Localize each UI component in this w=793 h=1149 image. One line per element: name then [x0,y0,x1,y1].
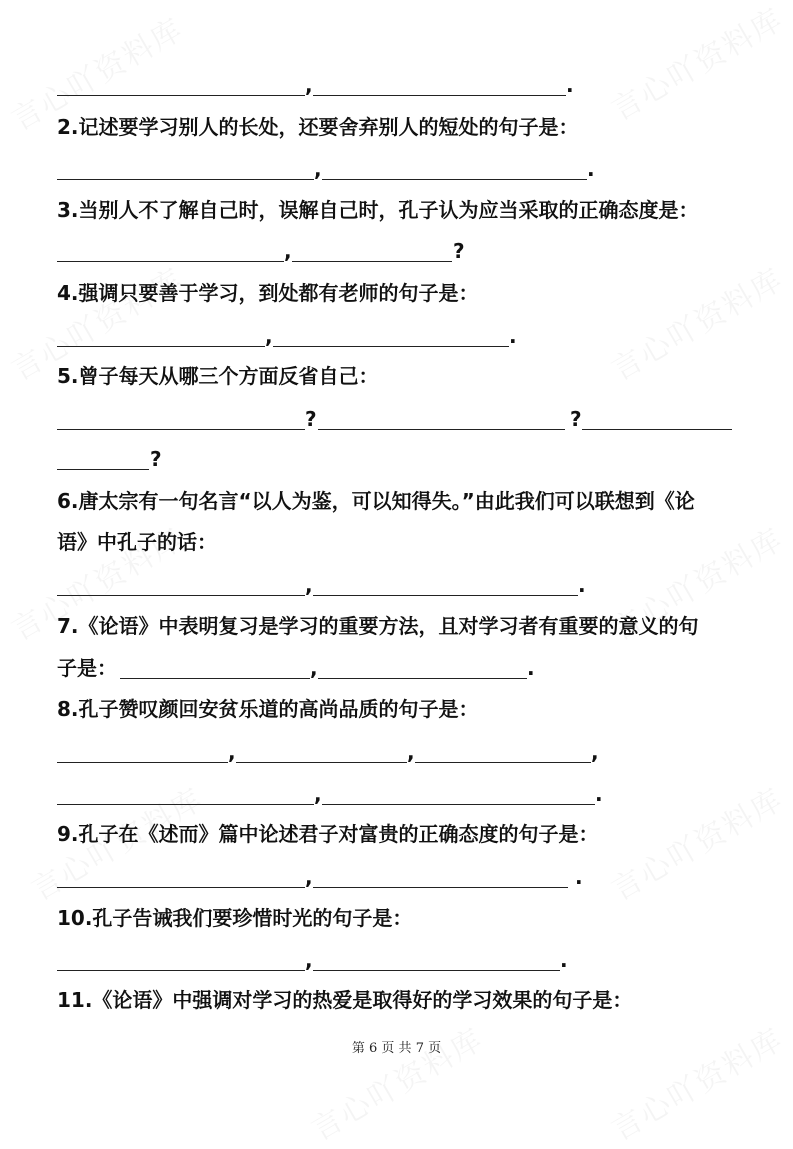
answer-line [0,740,793,764]
answer-line [0,239,793,263]
answer-blank[interactable] [313,948,560,971]
question-11: 11.《论语》中强调对学习的热爱是取得好的学习效果的句子是： [57,988,633,1012]
comma: , [305,948,313,972]
answer-blank[interactable] [415,740,591,763]
answer-blank[interactable] [292,239,452,262]
answer-blank[interactable] [57,407,305,430]
answer-line [0,447,793,471]
comma: , [314,782,322,806]
answer-line [0,407,793,431]
question-5: 5.曾子每天从哪三个方面反省自己： [57,364,379,388]
comma: , [310,656,318,680]
watermark [302,1015,490,1149]
answer-line [0,324,793,348]
comma: , [305,73,313,97]
answer-blank[interactable] [57,948,305,971]
question-4: 4.强调只要善于学习，到处都有老师的句子是： [57,281,479,305]
answer-blank[interactable] [57,740,228,763]
comma: , [265,324,273,348]
comma: , [228,740,236,764]
page-footer: 第 6 页 共 7 页 [351,1041,442,1056]
answer-blank[interactable] [57,573,305,596]
answer-line [0,948,793,972]
period: . [595,782,603,806]
comma: , [305,865,313,889]
answer-blank[interactable] [322,782,595,805]
question-10: 10.孔子告诫我们要珍惜时光的句子是： [57,906,413,930]
question-mark: ? [570,407,582,431]
period: . [509,324,517,348]
answer-line [0,157,793,181]
answer-blank[interactable] [57,324,265,347]
comma: , [407,740,415,764]
question-6-line2: 语》中孔子的话： [57,530,217,554]
comma: , [314,157,322,181]
period: . [560,948,568,972]
period: . [566,73,574,97]
answer-blank[interactable] [57,239,284,262]
question-mark: ? [453,239,465,263]
question-8: 8.孔子赞叹颜回安贫乐道的高尚品质的句子是： [57,697,479,721]
answer-blank[interactable] [57,157,314,180]
answer-line [0,782,793,806]
answer-blank[interactable] [120,656,310,679]
answer-blank[interactable] [318,656,527,679]
answer-blank[interactable] [57,447,149,470]
period: . [527,656,535,680]
answer-line [0,865,793,889]
answer-blank[interactable] [322,157,587,180]
answer-blank[interactable] [313,73,566,96]
comma: , [591,740,599,764]
watermark [602,1015,790,1149]
answer-blank[interactable] [273,324,509,347]
period: . [587,157,595,181]
answer-line [0,73,793,97]
comma: , [284,239,292,263]
answer-blank[interactable] [318,407,565,430]
question-6-line1: 6.唐太宗有一句名言“以人为鉴，可以知得失。”由此我们可以联想到《论 [57,489,695,513]
question-mark: ? [305,407,317,431]
watermark [602,0,790,129]
question-7-line1: 7.《论语》中表明复习是学习的重要方法，且对学习者有重要的意义的句 [57,614,699,638]
answer-blank[interactable] [57,782,314,805]
answer-line [0,656,793,680]
answer-line [0,573,793,597]
question-9: 9.孔子在《述而》篇中论述君子对富贵的正确态度的句子是： [57,822,599,846]
period: . [578,573,586,597]
comma: , [305,573,313,597]
question-7-line2: 子是： [57,656,117,680]
period: . [575,865,583,889]
watermark [602,255,790,389]
answer-blank[interactable] [57,73,305,96]
answer-blank[interactable] [313,573,578,596]
question-3: 3.当别人不了解自己时，误解自己时，孔子认为应当采取的正确态度是： [57,198,699,222]
question-mark: ? [150,447,162,471]
answer-blank[interactable] [236,740,407,763]
answer-blank[interactable] [57,865,305,888]
answer-blank[interactable] [313,865,568,888]
question-2: 2.记述要学习别人的长处，还要舍弃别人的短处的句子是： [57,115,579,139]
answer-blank[interactable] [582,407,732,430]
